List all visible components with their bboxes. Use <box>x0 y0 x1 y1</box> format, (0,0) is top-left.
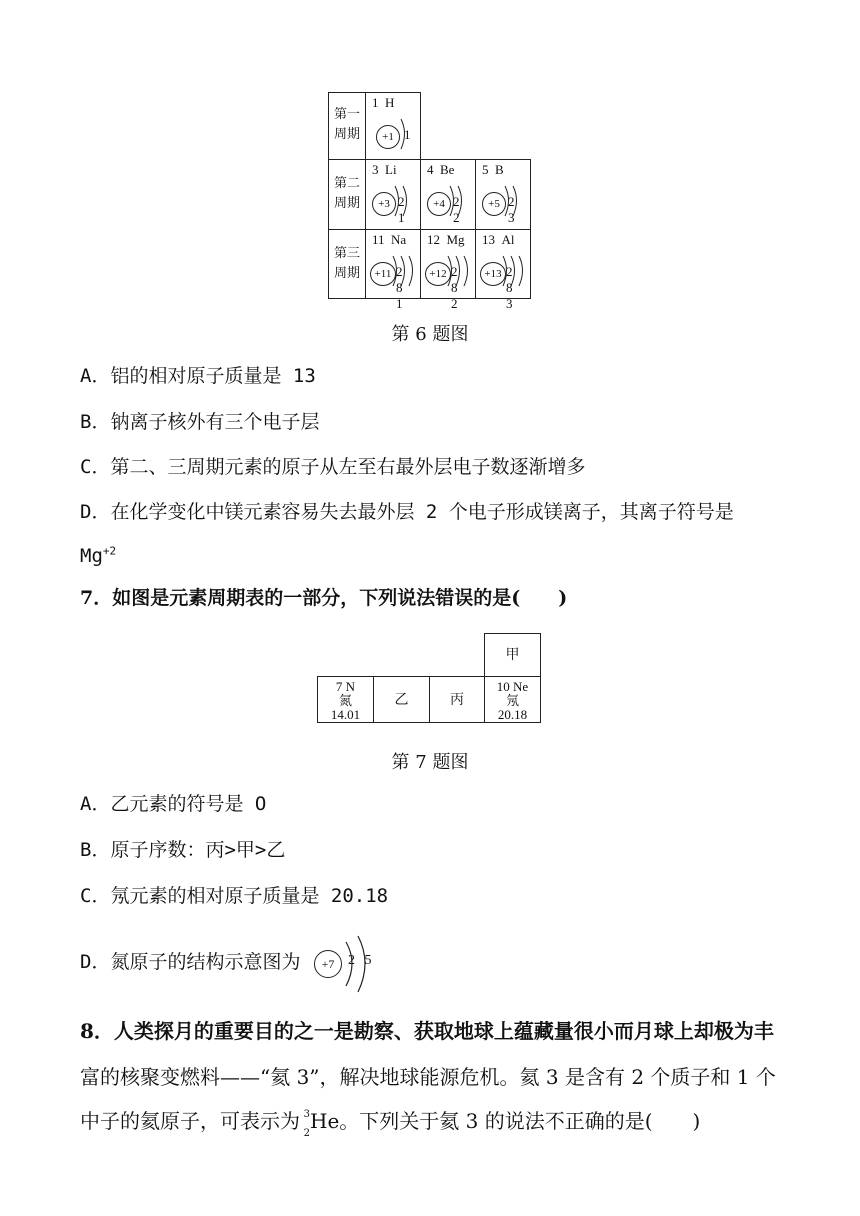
shell-arc <box>511 256 515 286</box>
shell-arc <box>458 186 462 216</box>
shell-arcs <box>392 184 422 218</box>
element-cell-H <box>365 92 421 160</box>
isotope-mass-number: 3 <box>303 1108 310 1120</box>
shell-arc <box>503 256 507 286</box>
period-2-label: 第二周期 <box>333 176 360 211</box>
isotope-atomic-number: 2 <box>303 1127 310 1139</box>
shell-arc <box>513 186 517 216</box>
shell-arc <box>393 256 397 286</box>
electron-shells: 2 8 2 <box>451 264 457 311</box>
shell-arc <box>464 256 468 286</box>
period-1-label: 第一周期 <box>333 107 360 142</box>
shell-arcs <box>502 184 532 218</box>
neon-mass: 20.18 <box>497 707 528 722</box>
nitrogen-atom-diagram <box>312 932 382 996</box>
element-cell-Be <box>420 159 476 230</box>
q8-text-1: 8．人类探月的重要目的之一是勘察、获取地球上蕴藏量很小而月球上却极为丰 <box>80 1019 774 1043</box>
shell-arcs <box>447 184 477 218</box>
nitrogen-name: 氮 <box>338 693 352 708</box>
period-1-label-cell <box>328 92 366 160</box>
neon-name: 氖 <box>505 693 519 708</box>
q6-option-c: C．第二、三周期元素的原子从左至右最外层电子数逐渐增多 <box>80 456 586 478</box>
nitrogen-nucleus: +7 <box>314 950 342 978</box>
q8-line-3 <box>80 1108 701 1139</box>
element-number: 11 <box>372 232 385 247</box>
electron-shells: 2 8 1 <box>396 264 402 311</box>
q7-title: 7．如图是元素周期表的一部分，下列说法错误的是( ) <box>80 587 568 609</box>
q6-option-b: B．钠离子核外有三个电子层 <box>80 411 320 433</box>
element-number: 1 <box>372 95 379 110</box>
electron-shells: 2 1 <box>398 194 405 225</box>
nitrogen-number-symbol: 7 N <box>335 679 356 694</box>
q6-option-a: A．铝的相对原子质量是 13 <box>80 365 316 387</box>
period-3-label-cell <box>328 229 366 299</box>
ion-symbol: Mg <box>80 545 103 567</box>
element-number: 3 <box>372 162 379 177</box>
shell-arcs <box>445 254 475 288</box>
nitrogen-mass: 14.01 <box>330 707 361 722</box>
element-number: 13 <box>482 232 495 247</box>
nucleus: +5 <box>482 192 506 216</box>
nucleus: +3 <box>372 192 396 216</box>
element-symbol: Al <box>501 232 515 247</box>
shell-arc <box>450 186 454 216</box>
electron-shells: 1 <box>404 127 411 142</box>
period-3-label: 第三周期 <box>333 246 360 281</box>
shell-arc <box>448 256 452 286</box>
q8-text-3b: 。下列关于氦 3 的说法不正确的是( ) <box>339 1109 701 1133</box>
nucleus: +1 <box>376 125 400 149</box>
isotope-indices <box>300 1108 310 1139</box>
shell-arc <box>505 186 509 216</box>
cell-yi: 乙 <box>373 676 430 723</box>
q7-option-c: C．氖元素的相对原子质量是 20.18 <box>80 885 389 907</box>
q8-text-3a: 中子的氦原子，可表示为 <box>80 1109 300 1133</box>
element-symbol: Li <box>385 162 397 177</box>
nucleus: +13 <box>480 262 506 286</box>
q8-line-2: 富的核聚变燃料——“氦 3”，解决地球能源危机。氦 3 是含有 2 个质子和 1 个 <box>80 1065 776 1089</box>
shell-arc <box>409 256 413 286</box>
element-number: 4 <box>427 162 434 177</box>
element-number: 5 <box>482 162 489 177</box>
shell-arc <box>395 186 399 216</box>
element-cell-Mg <box>420 229 476 311</box>
cell-jia: 甲 <box>484 633 541 677</box>
shell-arcs <box>500 254 530 288</box>
neon-number-symbol: 10 Ne <box>496 679 529 694</box>
isotope-symbol: He <box>310 1109 340 1133</box>
q8-line-1 <box>80 1018 774 1044</box>
q6-option-d-symbol <box>80 544 116 569</box>
figure-6-caption: 第 6 题图 <box>391 324 469 345</box>
element-cell-B <box>475 159 531 230</box>
ion-charge: +2 <box>102 544 117 558</box>
shell-arc <box>519 256 523 286</box>
period-2-label-cell <box>328 159 366 230</box>
element-symbol: Mg <box>446 232 465 247</box>
q7-option-b: B．原子序数：丙>甲>乙 <box>80 839 286 861</box>
shell-arc <box>456 256 460 286</box>
electron-shells: 2 2 <box>453 194 460 225</box>
cell-bing: 丙 <box>429 676 485 723</box>
q7-option-a: A．乙元素的符号是 O <box>80 793 267 815</box>
cell-nitrogen <box>317 676 374 723</box>
element-symbol: B <box>495 162 504 177</box>
nitrogen-shells: 2 5 <box>348 953 375 968</box>
element-cell-Na <box>365 229 421 311</box>
element-cell-Li <box>365 159 421 230</box>
element-cell-Al <box>475 229 531 311</box>
shell-arcs <box>390 254 420 288</box>
cell-neon <box>484 676 541 723</box>
q6-option-d: D．在化学变化中镁元素容易失去最外层 2 个电子形成镁离子，其离子符号是 <box>80 501 734 523</box>
nucleus: +4 <box>427 192 451 216</box>
shell-arc <box>401 256 405 286</box>
element-symbol: Na <box>391 232 407 247</box>
electron-shells: 2 8 3 <box>506 264 512 311</box>
shell-arc <box>403 186 407 216</box>
nucleus: +12 <box>425 262 451 286</box>
q7-option-d-text: D．氮原子的结构示意图为 <box>80 951 301 973</box>
shell-arc <box>401 119 405 149</box>
figure-7-caption: 第 7 题图 <box>391 752 469 773</box>
electron-shells: 2 3 <box>508 194 515 225</box>
q7-option-d <box>80 950 300 975</box>
element-symbol: Be <box>440 162 455 177</box>
shell-arcs <box>398 117 428 151</box>
element-number: 12 <box>427 232 440 247</box>
nucleus: +11 <box>370 262 396 286</box>
element-symbol: H <box>385 95 395 110</box>
